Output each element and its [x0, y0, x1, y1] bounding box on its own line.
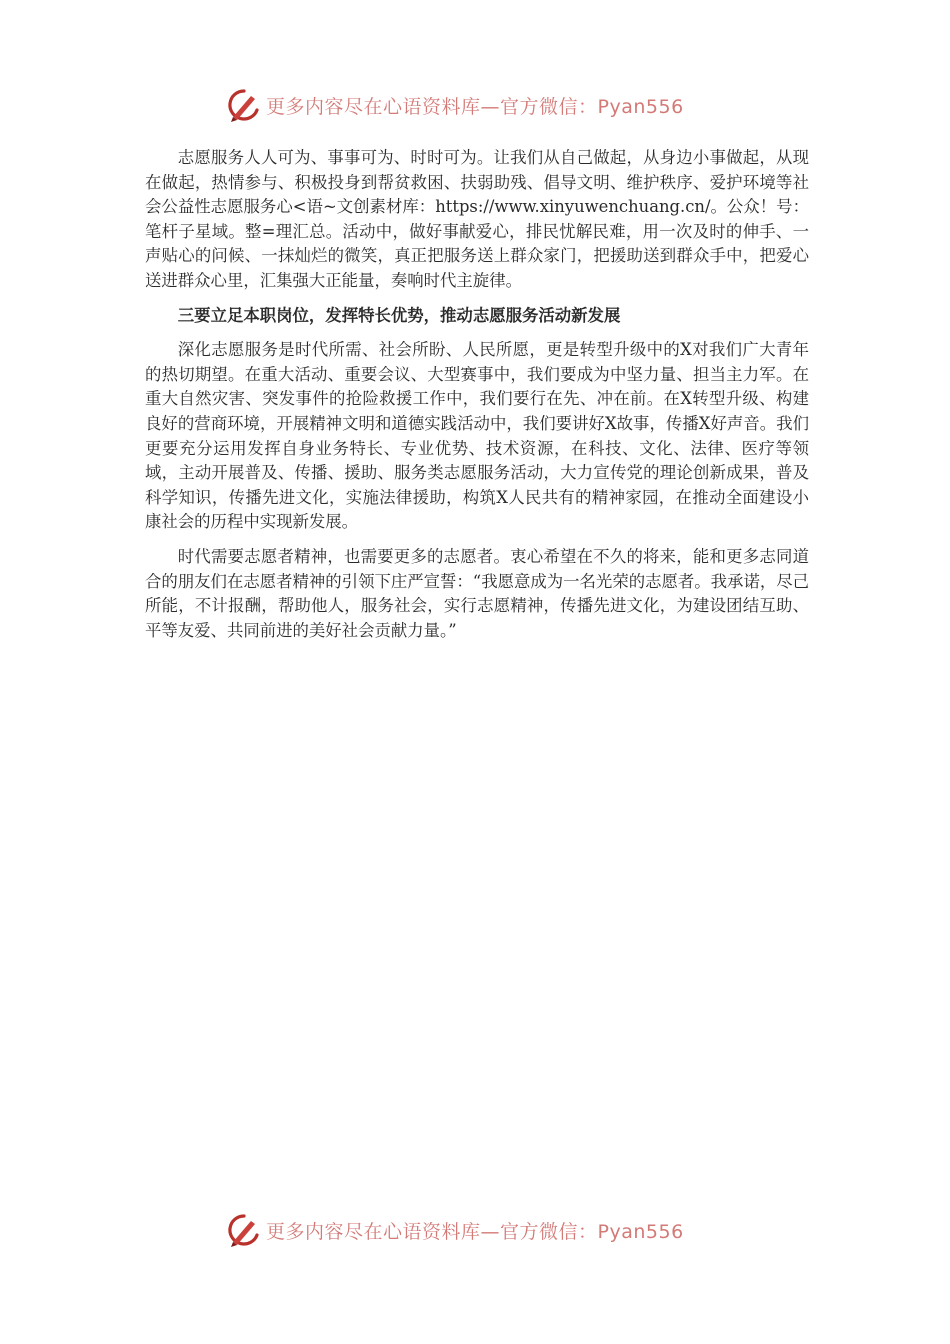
pen-circle-logo-icon: [226, 87, 262, 123]
pen-circle-logo-icon: [226, 1212, 262, 1248]
header-banner-text: 更多内容尽在心语资料库—官方微信：Pyan556: [266, 95, 684, 118]
paragraph-deepen-service: 深化志愿服务是时代所需、社会所盼、人民所愿，更是转型升级中的X对我们广大青年的热切期望。在重大活动、重要会议、大型赛事中，我们要成为中坚力量、担当主力军。在重大自然灾害、突发事件的抢险救援工作中，我们要行在先、冲在前。在X转型升级、构建良好的营商环境，开展精神文明和道德实践活动中，我们要讲好X故事，传播X好声音。我们更要充分运用发挥自身业务特长、专业优势、技术资源，在科技、文化、法律、医疗等领域，主动开展普及、传播、援助、服务类志愿服务活动，大力宣传党的理论创新成果，普及科学知识，传播先进文化，实施法律援助，构筑X人民共有的精神家园，在推动全面建设小康社会的历程中实现新发展。: [145, 340, 809, 532]
paragraph-volunteer-spirit: 时代需要志愿者精神，也需要更多的志愿者。衷心希望在不久的将来，能和更多志同道合的朋友们在志愿者精神的引领下庄严宣誓：“我愿意成为一名光荣的志愿者。我承诺，尽己所能，不计报酬，帮助他人，服务社会，实行志愿精神，传播先进文化，为建设团结互助、平等友爱、共同前进的美好社会贡献力量。”: [145, 546, 810, 640]
header-banner: [226, 85, 746, 125]
footer-banner-text: 更多内容尽在心语资料库—官方微信：Pyan556: [266, 1220, 684, 1243]
paragraph-volunteer-action: 志愿服务人人可为、事事可为、时时可为。让我们从自己做起，从身边小事做起，从现在做起，热情参与、积极投身到帮贫救困、扶弱助残、倡导文明、维护秩序、爱护环境等社会公益性志愿服务心<语~文创素材库：https://www.xinyuwenchuang.cn/。公众！号：笔杆子星域。整=理汇总。活动中，做好事献爱心，排民忧解民难，用一次及时的伸手、一声贴心的问候、一抹灿烂的微笑，真正把服务送上群众家门，把援助送到群众手中，把爱心送进群众心里，汇集强大正能量，奏响时代主旋律。: [145, 148, 809, 290]
section-heading-three: 三要立足本职岗位，发挥特长优势，推动志愿服务活动新发展: [177, 305, 621, 325]
document-body: [145, 146, 809, 653]
footer-banner: [226, 1210, 746, 1250]
